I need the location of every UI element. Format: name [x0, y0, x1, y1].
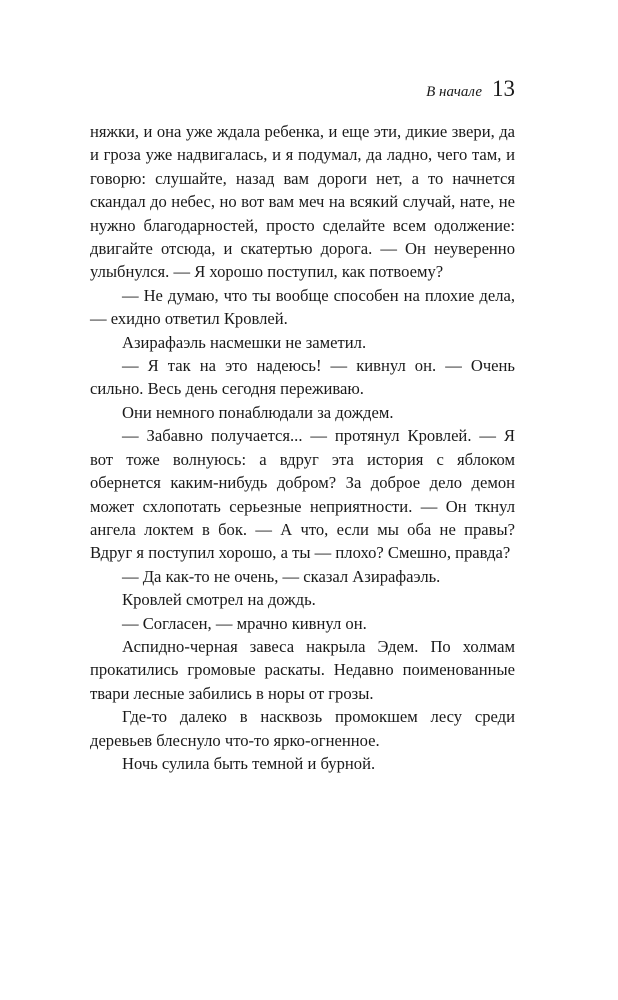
running-head	[426, 76, 515, 102]
page-body	[90, 120, 515, 775]
page-number: 13	[492, 76, 515, 101]
paragraph: Ночь сулила быть темной и бурной.	[122, 753, 376, 773]
paragraph: Они немного понаблюдали за дождем.	[122, 402, 394, 422]
paragraph: — Забавно получается... — протянул Кровлей. — Я вот тоже волнуюсь: а вдруг эта история с яблоком обернется каким-нибудь добром? За доброе дело демон может схлопотать серьезные неприятности. — Он ткнул ангела локтем в бок. — А что, если мы оба не правы? Вдруг я поступил хорошо, а ты — плохо? Смешно, правда?	[90, 426, 515, 563]
paragraph: — Не думаю, что ты вообще способен на плохие дела, — ехидно ответил Кровлей.	[90, 285, 515, 329]
paragraph: Где-то далеко в насквозь промокшем лесу среди деревьев блеснуло что-то ярко-огненное.	[90, 707, 515, 750]
paragraph: няжки, и она уже ждала ребенка, и еще эти, дикие звери, да и гроза уже надвигалась, и я подумал, да ладно, чего там, и говорю: слушайте, назад вам дороги нет, а то начнется скандал до небес, но вот вам меч на всякий случай, нате, не нужно благодарностей, просто сделайте всем одолжение: двигайте отсюда, и скатертью дорога. — Он неуверенно улыбнулся. — Я хорошо поступил, как потвоему?	[90, 122, 515, 282]
section-title: В начале	[426, 84, 482, 100]
paragraph: — Да как-то не очень, — сказал Азирафаэль.	[122, 566, 441, 586]
paragraph: Азирафаэль насмешки не заметил.	[122, 332, 367, 352]
paragraph: — Я так на это надеюсь! — кивнул он. — Очень сильно. Весь день сегодня переживаю.	[90, 356, 515, 399]
paragraph: Кровлей смотрел на дождь.	[122, 590, 316, 610]
paragraph: — Согласен, — мрачно кивнул он.	[122, 613, 367, 633]
paragraph: Аспидно-черная завеса накрыла Эдем. По холмам прокатились громовые раскаты. Недавно поименованные твари лесные забились в норы от грозы.	[90, 636, 515, 703]
